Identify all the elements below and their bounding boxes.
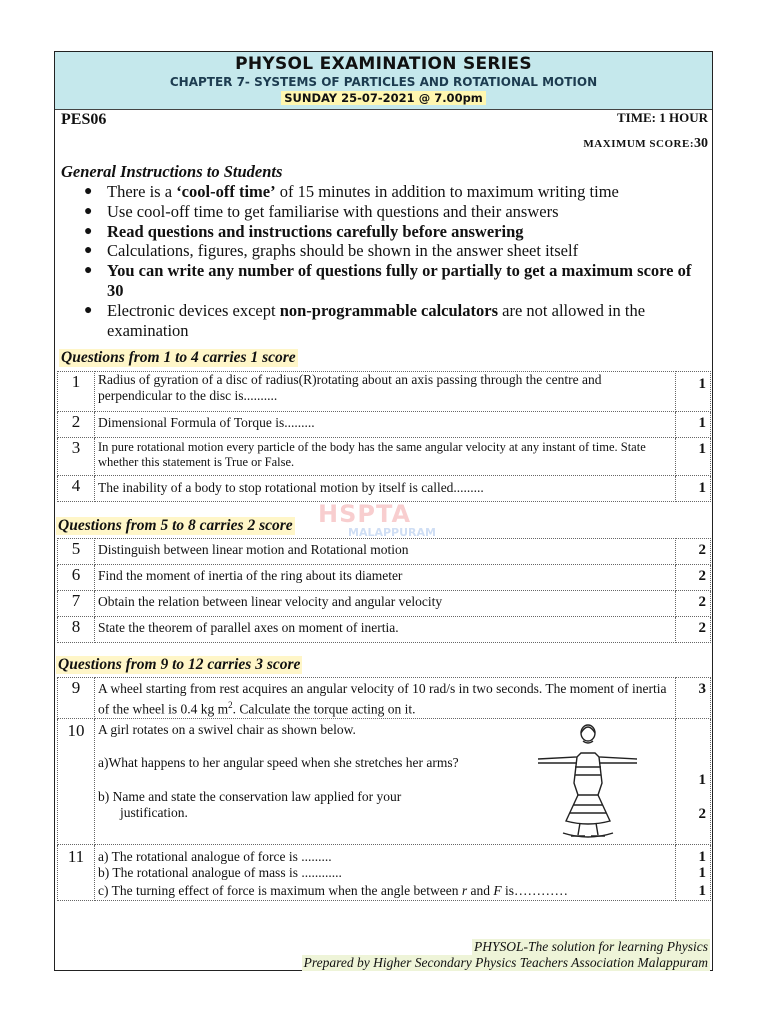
question-score: 1 — [676, 476, 711, 502]
r-vector: r — [461, 882, 468, 898]
question-score: 2 — [676, 539, 711, 565]
question-text: a) The rotational analogue of force is ......... b) The rotational analogue of mass is ............ c) The turning effect of force is maximum when the angle between r and F is………… — [95, 844, 676, 900]
question-score: 2 — [676, 617, 711, 643]
question-score — [676, 718, 711, 844]
question-text: The inability of a body to stop rotational motion by itself is called......... — [95, 476, 676, 502]
bullet-icon: ● — [84, 243, 93, 259]
f-vector: F — [493, 882, 502, 898]
time-allowed: TIME: 1 HOUR — [617, 110, 708, 125]
exam-title: PHYSOL EXAMINATION SERIES — [235, 54, 532, 74]
questions-table-3 — [57, 677, 711, 901]
watermark-place: MALAPPURAM — [348, 526, 436, 539]
question-score: 1 — [676, 438, 711, 476]
footer-credit: Prepared by Higher Secondary Physics Teachers Association Malappuram — [303, 955, 708, 970]
question-number: 6 — [58, 565, 95, 591]
question-text: A wheel starting from rest acquires an angular velocity of 10 rad/s in two seconds. The moment of inertia of the wheel is 0.4 kg $m^2$. Calculate the torque acting on it. — [95, 678, 676, 719]
question-score: 2 — [676, 565, 711, 591]
hspta-watermark — [318, 500, 436, 539]
footer — [302, 939, 710, 971]
footer-tagline: PHYSOL-The solution for learning Physics — [473, 939, 708, 954]
question-row — [58, 412, 711, 438]
question-number: 2 — [58, 412, 95, 438]
questions-table-2 — [57, 538, 711, 643]
question-row — [58, 591, 711, 617]
question-text: Dimensional Formula of Torque is......... — [95, 412, 676, 438]
bullet-icon: ● — [84, 203, 93, 219]
question-row — [58, 565, 711, 591]
question-number: 7 — [58, 591, 95, 617]
questions-table-1 — [57, 371, 711, 502]
maximum-score-value: 30 — [694, 136, 708, 151]
bullet-icon: ● — [84, 302, 93, 318]
question-text: In pure rotational motion every particle of the body has the same angular velocity at any instant of time. State whether this statement is True or False. — [95, 438, 676, 476]
question-text: A girl rotates on a swivel chair as shown below. a)What happens to her angular speed when she stretches her arms? b) Name and state the conservation law applied for your justification. — [95, 718, 676, 844]
question-number: 3 — [58, 438, 95, 476]
section-heading-1: Questions from 1 to 4 carries 1 score — [61, 349, 296, 366]
question-number: 4 — [58, 476, 95, 502]
question-number: 1 — [58, 372, 95, 412]
question-score: 1 — [676, 412, 711, 438]
question-row — [58, 476, 711, 502]
girl-on-swivel-chair-figure — [533, 723, 643, 841]
paper-code: PES06 — [61, 111, 107, 128]
instruction-item: ● You can write any number of questions fully or partially to get a maximum score of 30 — [84, 261, 692, 300]
question-score: 1 — [676, 372, 711, 412]
question-number: 11 — [58, 844, 95, 900]
instruction-item: ● Read questions and instructions carefully before answering — [84, 221, 524, 241]
question-text: Obtain the relation between linear velocity and angular velocity — [95, 591, 676, 617]
instruction-item: ● Electronic devices except non-programmable calculators are not allowed in the examination — [84, 300, 646, 340]
maximum-score — [583, 136, 708, 152]
question-score: 1 1 1 — [676, 844, 711, 900]
section-heading-3: Questions from 9 to 12 carries 3 score — [58, 656, 301, 673]
question-row — [58, 718, 711, 844]
question-row — [58, 438, 711, 476]
question-row — [58, 844, 711, 900]
instruction-item: ● Use cool-off time to get familiarise with questions and their answers — [84, 201, 559, 221]
question-row — [58, 539, 711, 565]
exam-date: SUNDAY 25-07-2021 @ 7.00pm — [281, 91, 486, 105]
instructions-title: General Instructions to Students — [61, 162, 283, 181]
question-row — [58, 678, 711, 719]
section-heading-2: Questions from 5 to 8 carries 2 score — [58, 517, 293, 534]
score-part-a: 1 — [698, 771, 706, 788]
maximum-score-label: MAXIMUM SCORE: — [583, 138, 694, 150]
question-text: Distinguish between linear motion and Rotational motion — [95, 539, 676, 565]
bullet-icon: ● — [84, 263, 93, 279]
question-row — [58, 617, 711, 643]
question-row — [58, 372, 711, 412]
chapter-title: CHAPTER 7- SYSTEMS OF PARTICLES AND ROTATIONAL MOTION — [169, 75, 598, 89]
question-number: 9 — [58, 678, 95, 719]
question-text: Find the moment of inertia of the ring about its diameter — [95, 565, 676, 591]
bullet-icon: ● — [84, 223, 93, 239]
score-part-b: 2 — [698, 805, 706, 822]
header-divider — [55, 109, 712, 110]
question-text: State the theorem of parallel axes on moment of inertia. — [95, 617, 676, 643]
question-number: 10 — [58, 718, 95, 844]
question-number: 5 — [58, 539, 95, 565]
instructions-list — [82, 182, 702, 340]
instruction-item: ● There is a ‘cool-off time’ of 15 minutes in addition to maximum writing time — [84, 182, 619, 201]
exam-header — [55, 52, 712, 109]
bullet-icon: ● — [84, 184, 93, 199]
question-score: 2 — [676, 591, 711, 617]
question-text: Radius of gyration of a disc of radius(R)rotating about an axis passing through the centre and perpendicular to the disc is.......... — [95, 372, 676, 412]
question-score: 3 — [676, 678, 711, 719]
watermark-name: HSPTA — [318, 500, 412, 528]
question-number: 8 — [58, 617, 95, 643]
instruction-item: ● Calculations, figures, graphs should be shown in the answer sheet itself — [84, 241, 579, 261]
